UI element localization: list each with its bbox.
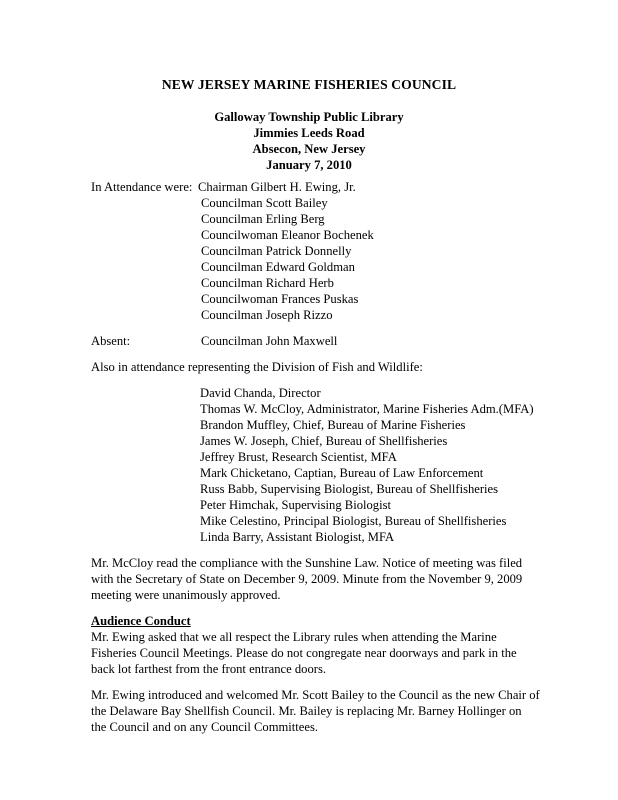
staff-member: Mike Celestino, Principal Biologist, Bureau of Shellfisheries — [200, 514, 507, 528]
staff-member: James W. Joseph, Chief, Bureau of Shellfisheries — [200, 434, 448, 448]
attendee: Councilman Edward Goldman — [201, 260, 355, 274]
attendee: Councilman Scott Bailey — [201, 196, 328, 210]
absent-label: Absent: — [91, 334, 131, 348]
meeting-date: January 7, 2010 — [266, 158, 352, 172]
paragraph-line: meeting were unanimously approved. — [91, 588, 281, 602]
staff-member: Russ Babb, Supervising Biologist, Bureau of Shellfisheries — [200, 482, 499, 496]
paragraph-line: the Council and on any Council Committees. — [91, 720, 319, 734]
staff-member: Thomas W. McCloy, Administrator, Marine Fisheries Adm.(MFA) — [200, 402, 534, 416]
location-line: Jimmies Leeds Road — [253, 126, 365, 140]
attendee: Councilwoman Eleanor Bochenek — [201, 228, 374, 242]
attendee: Councilman Joseph Rizzo — [201, 308, 333, 322]
location-line: Galloway Township Public Library — [214, 110, 404, 124]
staff-member: Mark Chicketano, Captian, Bureau of Law Enforcement — [200, 466, 484, 480]
division-intro: Also in attendance representing the Division of Fish and Wildlife: — [91, 360, 423, 374]
staff-member: Brandon Muffley, Chief, Bureau of Marine Fisheries — [200, 418, 466, 432]
section-heading: Audience Conduct — [91, 614, 191, 628]
paragraph-line: back lot farthest from the front entrance doors. — [91, 662, 326, 676]
paragraph-line: Fisheries Council Meetings. Please do not congregate near doorways and park in the — [91, 646, 517, 660]
paragraph-line: Mr. McCloy read the compliance with the Sunshine Law. Notice of meeting was filed — [91, 556, 523, 570]
attendee: Councilman Patrick Donnelly — [201, 244, 352, 258]
page-title: NEW JERSEY MARINE FISHERIES COUNCIL — [161, 77, 457, 92]
paragraph-line: the Delaware Bay Shellfish Council. Mr. Bailey is replacing Mr. Barney Hollinger on — [91, 704, 522, 718]
paragraph-line: Mr. Ewing introduced and welcomed Mr. Scott Bailey to the Council as the new Chair of — [91, 688, 540, 702]
paragraph-line: Mr. Ewing asked that we all respect the Library rules when attending the Marine — [91, 630, 497, 644]
staff-member: Peter Himchak, Supervising Biologist — [200, 498, 391, 512]
attendee: Chairman Gilbert H. Ewing, Jr. — [198, 180, 356, 194]
attendee: Councilwoman Frances Puskas — [201, 292, 359, 306]
staff-member: Jeffrey Brust, Research Scientist, MFA — [200, 450, 397, 464]
attendee: Councilman Richard Herb — [201, 276, 334, 290]
staff-member: David Chanda, Director — [200, 386, 321, 400]
staff-member: Linda Barry, Assistant Biologist, MFA — [200, 530, 395, 544]
location-line: Absecon, New Jersey — [252, 142, 366, 156]
paragraph-line: with the Secretary of State on December 9, 2009. Minute from the November 9, 2009 — [91, 572, 523, 586]
attendance-label: In Attendance were: — [91, 180, 193, 194]
absent-member: Councilman John Maxwell — [201, 334, 338, 348]
attendee: Councilman Erling Berg — [201, 212, 325, 226]
